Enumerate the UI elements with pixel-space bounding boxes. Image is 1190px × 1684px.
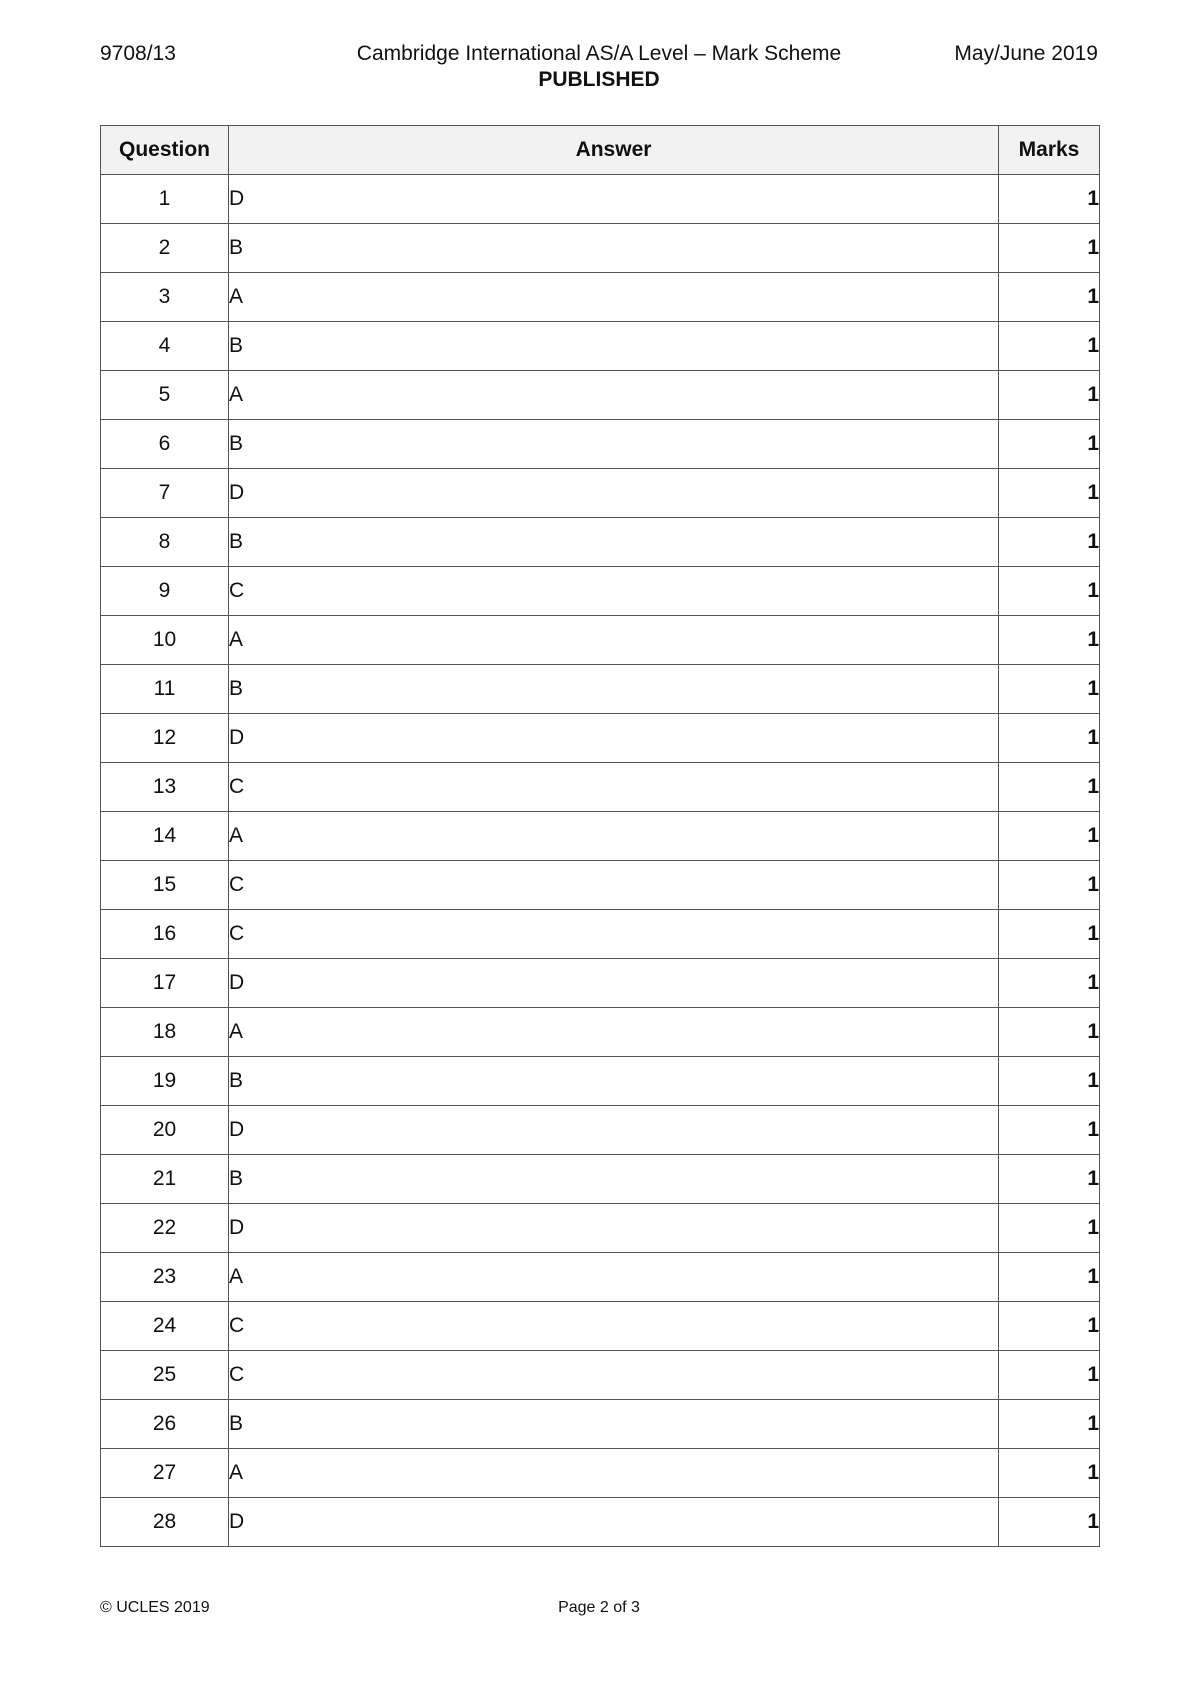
question-cell: 25 xyxy=(101,1351,229,1400)
marks-cell: 1 xyxy=(999,1449,1100,1498)
table-row xyxy=(101,959,1100,1008)
answer-cell: D xyxy=(229,959,999,1008)
question-cell: 16 xyxy=(101,910,229,959)
marks-cell: 1 xyxy=(999,910,1100,959)
question-cell: 28 xyxy=(101,1498,229,1547)
marks-cell: 1 xyxy=(999,1106,1100,1155)
question-cell: 5 xyxy=(101,371,229,420)
table-row xyxy=(101,567,1100,616)
page-header xyxy=(100,42,1098,102)
table-row xyxy=(101,665,1100,714)
question-cell: 21 xyxy=(101,1155,229,1204)
marks-cell: 1 xyxy=(999,861,1100,910)
table-row xyxy=(101,1351,1100,1400)
marks-cell: 1 xyxy=(999,469,1100,518)
question-cell: 24 xyxy=(101,1302,229,1351)
table-row xyxy=(101,910,1100,959)
answer-cell: A xyxy=(229,371,999,420)
question-cell: 22 xyxy=(101,1204,229,1253)
marks-cell: 1 xyxy=(999,1351,1100,1400)
marks-cell: 1 xyxy=(999,420,1100,469)
answer-cell: C xyxy=(229,910,999,959)
table-row xyxy=(101,469,1100,518)
answer-cell: C xyxy=(229,763,999,812)
marks-cell: 1 xyxy=(999,175,1100,224)
published-label: PUBLISHED xyxy=(538,68,660,91)
mark-scheme-table xyxy=(100,125,1100,1547)
table-row xyxy=(101,1498,1100,1547)
marks-cell: 1 xyxy=(999,273,1100,322)
copyright-notice: © UCLES 2019 xyxy=(100,1599,210,1616)
question-cell: 6 xyxy=(101,420,229,469)
page-number: Page 2 of 3 xyxy=(558,1599,640,1616)
question-cell: 23 xyxy=(101,1253,229,1302)
marks-column-header: Marks xyxy=(999,126,1100,175)
marks-cell: 1 xyxy=(999,518,1100,567)
marks-cell: 1 xyxy=(999,1008,1100,1057)
table-row xyxy=(101,518,1100,567)
marks-cell: 1 xyxy=(999,1253,1100,1302)
table-header-row xyxy=(101,126,1100,175)
answer-cell: D xyxy=(229,714,999,763)
question-cell: 9 xyxy=(101,567,229,616)
marks-cell: 1 xyxy=(999,1498,1100,1547)
answer-cell: A xyxy=(229,812,999,861)
answer-cell: B xyxy=(229,518,999,567)
marks-cell: 1 xyxy=(999,371,1100,420)
table-row xyxy=(101,175,1100,224)
answer-column-header: Answer xyxy=(229,126,999,175)
table-row xyxy=(101,1253,1100,1302)
table-row xyxy=(101,1155,1100,1204)
table-row xyxy=(101,714,1100,763)
answer-cell: D xyxy=(229,1106,999,1155)
answer-cell: D xyxy=(229,1204,999,1253)
answer-cell: B xyxy=(229,322,999,371)
table-row xyxy=(101,1204,1100,1253)
question-cell: 19 xyxy=(101,1057,229,1106)
marks-cell: 1 xyxy=(999,763,1100,812)
marks-cell: 1 xyxy=(999,959,1100,1008)
marks-cell: 1 xyxy=(999,665,1100,714)
marks-cell: 1 xyxy=(999,812,1100,861)
answer-cell: C xyxy=(229,1351,999,1400)
answer-cell: A xyxy=(229,1008,999,1057)
exam-session: May/June 2019 xyxy=(954,42,1098,65)
table-row xyxy=(101,1106,1100,1155)
answer-cell: B xyxy=(229,1155,999,1204)
table-row xyxy=(101,1057,1100,1106)
question-cell: 17 xyxy=(101,959,229,1008)
syllabus-code: 9708/13 xyxy=(100,42,176,65)
table-row xyxy=(101,1302,1100,1351)
answer-cell: B xyxy=(229,420,999,469)
question-cell: 14 xyxy=(101,812,229,861)
marks-cell: 1 xyxy=(999,1400,1100,1449)
question-cell: 3 xyxy=(101,273,229,322)
answer-cell: B xyxy=(229,1057,999,1106)
table-row xyxy=(101,224,1100,273)
answer-cell: A xyxy=(229,273,999,322)
question-cell: 11 xyxy=(101,665,229,714)
answer-cell: A xyxy=(229,616,999,665)
answer-cell: B xyxy=(229,224,999,273)
question-cell: 13 xyxy=(101,763,229,812)
table-row xyxy=(101,420,1100,469)
answer-cell: C xyxy=(229,861,999,910)
question-cell: 18 xyxy=(101,1008,229,1057)
answer-cell: D xyxy=(229,1498,999,1547)
marks-cell: 1 xyxy=(999,1302,1100,1351)
answer-cell: A xyxy=(229,1253,999,1302)
question-cell: 27 xyxy=(101,1449,229,1498)
question-cell: 8 xyxy=(101,518,229,567)
marks-cell: 1 xyxy=(999,1057,1100,1106)
table-row xyxy=(101,1008,1100,1057)
table-row xyxy=(101,861,1100,910)
table-row xyxy=(101,763,1100,812)
table-row xyxy=(101,1400,1100,1449)
table-row xyxy=(101,371,1100,420)
table-row xyxy=(101,273,1100,322)
question-cell: 10 xyxy=(101,616,229,665)
answer-cell: A xyxy=(229,1449,999,1498)
marks-cell: 1 xyxy=(999,616,1100,665)
question-cell: 4 xyxy=(101,322,229,371)
document-title: Cambridge International AS/A Level – Mark Scheme xyxy=(356,42,842,65)
answer-cell: D xyxy=(229,175,999,224)
question-cell: 7 xyxy=(101,469,229,518)
marks-cell: 1 xyxy=(999,322,1100,371)
marks-cell: 1 xyxy=(999,224,1100,273)
answer-cell: D xyxy=(229,469,999,518)
question-column-header: Question xyxy=(101,126,229,175)
answer-cell: B xyxy=(229,1400,999,1449)
table-row xyxy=(101,322,1100,371)
question-cell: 12 xyxy=(101,714,229,763)
question-cell: 1 xyxy=(101,175,229,224)
answer-cell: B xyxy=(229,665,999,714)
question-cell: 2 xyxy=(101,224,229,273)
question-cell: 15 xyxy=(101,861,229,910)
marks-cell: 1 xyxy=(999,1204,1100,1253)
marks-cell: 1 xyxy=(999,567,1100,616)
question-cell: 20 xyxy=(101,1106,229,1155)
question-cell: 26 xyxy=(101,1400,229,1449)
table-row xyxy=(101,616,1100,665)
marks-cell: 1 xyxy=(999,714,1100,763)
table-row xyxy=(101,812,1100,861)
marks-cell: 1 xyxy=(999,1155,1100,1204)
answer-cell: C xyxy=(229,567,999,616)
table-row xyxy=(101,1449,1100,1498)
table-body xyxy=(101,175,1100,1547)
answer-cell: C xyxy=(229,1302,999,1351)
